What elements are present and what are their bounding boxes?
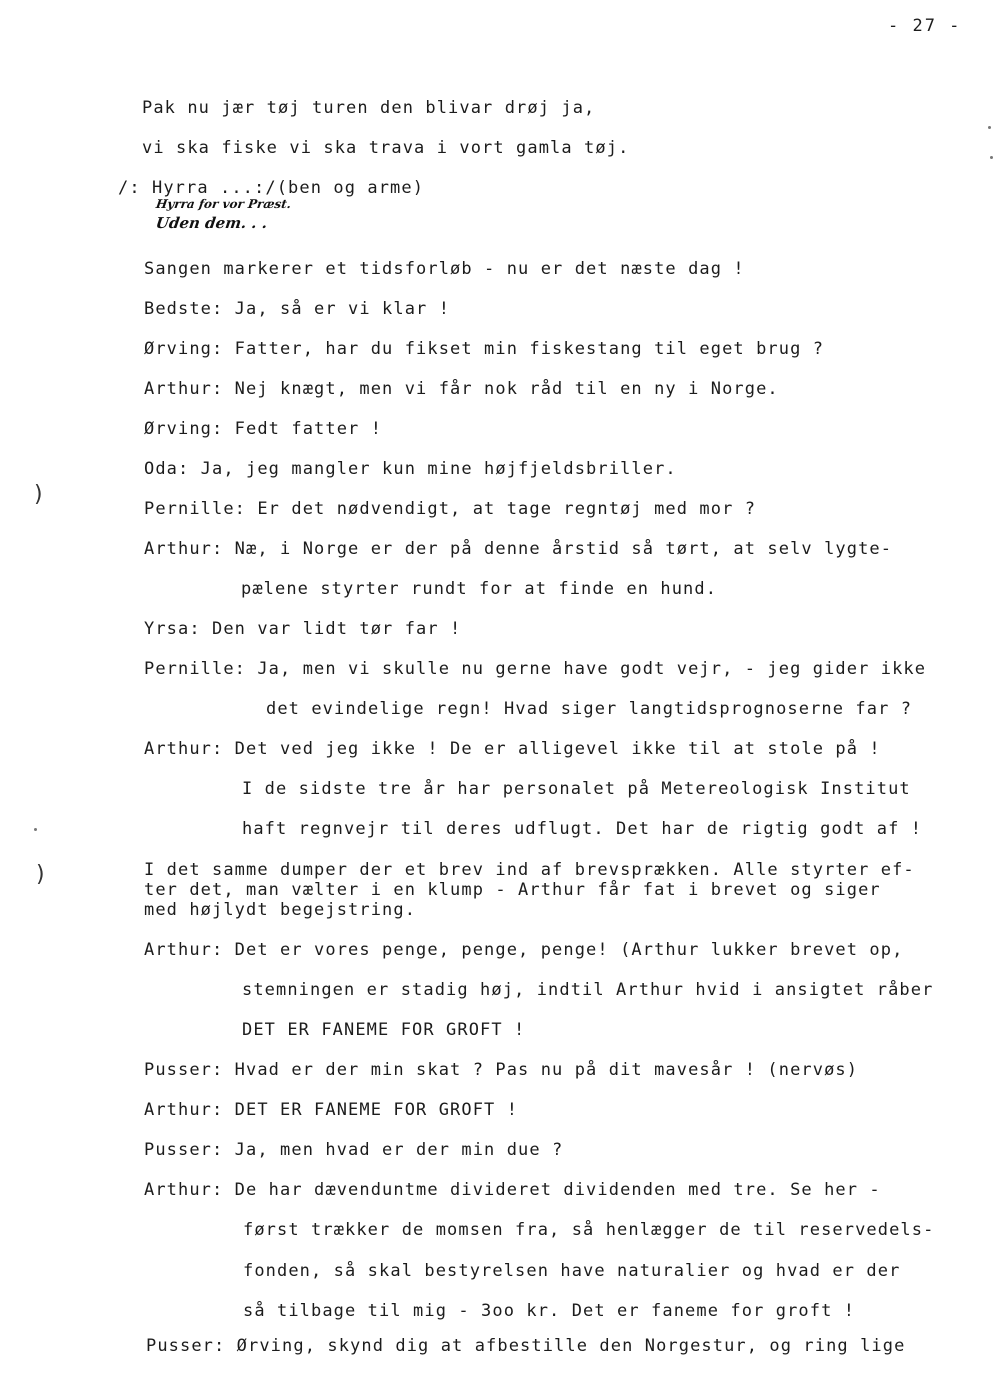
dialogue-line: Arthur: DET ER FANEME FOR GROFT !: [144, 1100, 519, 1120]
lyric-line: Pak nu jær tøj turen den blivar drøj ja,: [142, 98, 596, 118]
stage-direction: Sangen markerer et tidsforløb - nu er det næste dag !: [144, 259, 745, 279]
dialogue-continuation: pælene styrter rundt for at finde en hund.: [241, 579, 718, 599]
handwritten-note: Uden dem. . .: [154, 214, 269, 232]
stage-direction: I det samme dumper der et brev ind af brevsprækken. Alle styrter ef-: [144, 860, 915, 880]
dialogue-line: Ørving: Fatter, har du fikset min fiskestang til eget brug ?: [144, 339, 825, 359]
margin-mark: ): [34, 482, 43, 507]
dialogue-continuation: haft regnvejr til deres udflugt. Det har de rigtig godt af !: [242, 819, 923, 839]
dialogue-continuation: stemningen er stadig høj, indtil Arthur hvid i ansigtet råber: [242, 980, 934, 1000]
dialogue-line: Arthur: De har dævenduntme divideret dividenden med tre. Se her -: [144, 1180, 881, 1200]
dialogue-line: Pernille: Er det nødvendigt, at tage regntøj med mor ?: [144, 499, 757, 519]
dialogue-continuation: det evindelige regn! Hvad siger langtidsprognoserne far ?: [266, 699, 913, 719]
dialogue-line: Ørving: Fedt fatter !: [144, 419, 383, 439]
speck: [34, 828, 37, 831]
dialogue-line: Pusser: Hvad er der min skat ? Pas nu på dit mavesår ! (nervøs): [144, 1060, 859, 1080]
dialogue-line: Arthur: Det ved jeg ikke ! De er alligevel ikke til at stole på !: [144, 739, 881, 759]
stage-direction: med højlydt begejstring.: [144, 900, 417, 920]
handwritten-note: Hyrra for vor Præst.: [155, 197, 293, 211]
speck: [990, 156, 993, 159]
dialogue-continuation: først trækker de momsen fra, så henlægger de til reservedels-: [243, 1220, 935, 1240]
margin-mark: ): [36, 862, 45, 887]
dialogue-line: Pusser: Ja, men hvad er der min due ?: [144, 1140, 564, 1160]
dialogue-line: Arthur: Det er vores penge, penge, penge! (Arthur lukker brevet op,: [144, 940, 904, 960]
dialogue-line: Pusser: Ørving, skynd dig at afbestille den Norgestur, og ring lige: [146, 1336, 906, 1356]
lyric-line: vi ska fiske vi ska trava i vort gamla tøj.: [142, 138, 630, 158]
stage-direction: ter det, man vælter i en klump - Arthur får fat i brevet og siger: [144, 880, 881, 900]
dialogue-continuation: så tilbage til mig - 3oo kr. Det er faneme for groft !: [243, 1301, 856, 1321]
page-number: - 27 -: [888, 16, 962, 36]
dialogue-continuation: DET ER FANEME FOR GROFT !: [242, 1020, 526, 1040]
dialogue-continuation: fonden, så skal bestyrelsen have naturalier og hvad er der: [243, 1261, 901, 1281]
dialogue-continuation: I de sidste tre år har personalet på Metereologisk Institut: [242, 779, 911, 799]
lyric-refrain: /: Hyrra ...:/(ben og arme): [118, 178, 425, 198]
dialogue-line: Pernille: Ja, men vi skulle nu gerne have godt vejr, - jeg gider ikke: [144, 659, 927, 679]
dialogue-line: Arthur: Næ, i Norge er der på denne årstid så tørt, at selv lygte-: [144, 539, 893, 559]
speck: [988, 126, 991, 129]
dialogue-line: Oda: Ja, jeg mangler kun mine højfjeldsbriller.: [144, 459, 677, 479]
dialogue-line: Yrsa: Den var lidt tør far !: [144, 619, 462, 639]
dialogue-line: Bedste: Ja, så er vi klar !: [144, 299, 451, 319]
dialogue-line: Arthur: Nej knægt, men vi får nok råd til en ny i Norge.: [144, 379, 779, 399]
